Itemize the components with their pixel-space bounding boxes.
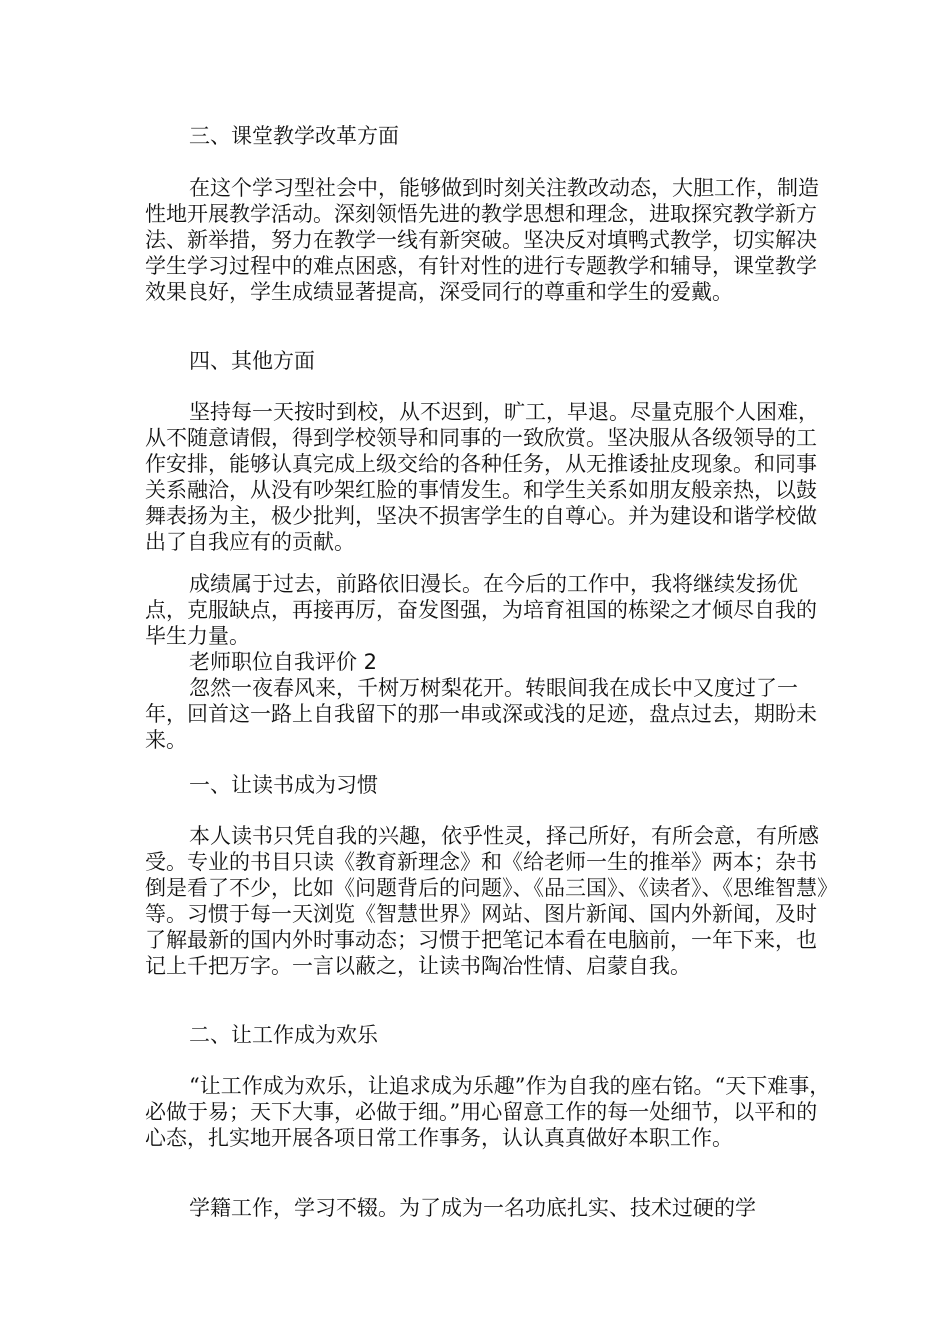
section-heading-classroom-reform: 三、课堂教学改革方面	[189, 124, 399, 148]
paragraph-classroom-reform: 在这个学习型社会中，能够做到时刻关注教改动态，大胆工作，制造性地开展教学活动。深刻领悟先进的教学思想和理念，进取探究教学新方法、新举措，努力在教学一线有新突破。坚决反对填鸭式教学，切实解决学生学习过程中的难点困惑，有针对性的进行专题教学和辅导，课堂教学效果良好，学生成绩显著提高，深受同行的尊重和学生的爱戴。	[145, 176, 819, 304]
article-title-2: 老师职位自我评价 2	[189, 650, 378, 674]
paragraph-reading-habit: 本人读书只凭自我的兴趣，依乎性灵，择己所好，有所会意，有所感受。专业的书目只读《教育新理念》和《给老师一生的推举》两本；杂书倒是看了不少，比如《问题背后的问题》、《品三国》、《读者》、《思维智慧》等。习惯于每一天浏览《智慧世界》网站、图片新闻、国内外新闻，及时了解最新的国内外时事动态；习惯于把笔记本看在电脑前，一年下来，也记上千把万字。一言以蔽之，让读书陶冶性情、启蒙自我。	[145, 824, 828, 978]
section-heading-work-joy: 二、让工作成为欢乐	[189, 1023, 378, 1047]
paragraph-intro: 忽然一夜春风来，千树万树梨花开。转眼间我在成长中又度过了一年，回首这一路上自我留下的那一串或深或浅的足迹，盘点过去，期盼未来。	[145, 676, 817, 752]
paragraph-conclusion: 成绩属于过去，前路依旧漫长。在今后的工作中，我将继续发扬优点，克服缺点，再接再厉，奋发图强，为培育祖国的栋梁之才倾尽自我的毕生力量。	[145, 572, 817, 648]
paragraph-other-aspects: 坚持每一天按时到校，从不迟到，旷工，早退。尽量克服个人困难，从不随意请假，得到学校领导和同事的一致欣赏。坚决服从各级领导的工作安排，能够认真完成上级交给的各种任务，从无推诿扯皮现象。和同事关系融洽，从没有吵架红脸的事情发生。和学生关系如朋友般亲热，以鼓舞表扬为主，极少批判，坚决不损害学生的自尊心。并为建设和谐学校做出了自我应有的贡献。	[145, 400, 819, 554]
section-heading-other-aspects: 四、其他方面	[189, 349, 315, 373]
paragraph-work-joy: “让工作成为欢乐，让追求成为乐趣”作为自我的座右铭。“天下难事，必做于易；天下大事，必做于细。”用心留意工作的每一处细节，以平和的心态，扎实地开展各项日常工作事务，认认真真做好本职工作。	[145, 1074, 831, 1150]
section-heading-reading-habit: 一、让读书成为习惯	[189, 773, 378, 797]
paragraph-student-records: 学籍工作，学习不辍。为了成为一名功底扎实、技术过硬的学	[189, 1196, 756, 1220]
